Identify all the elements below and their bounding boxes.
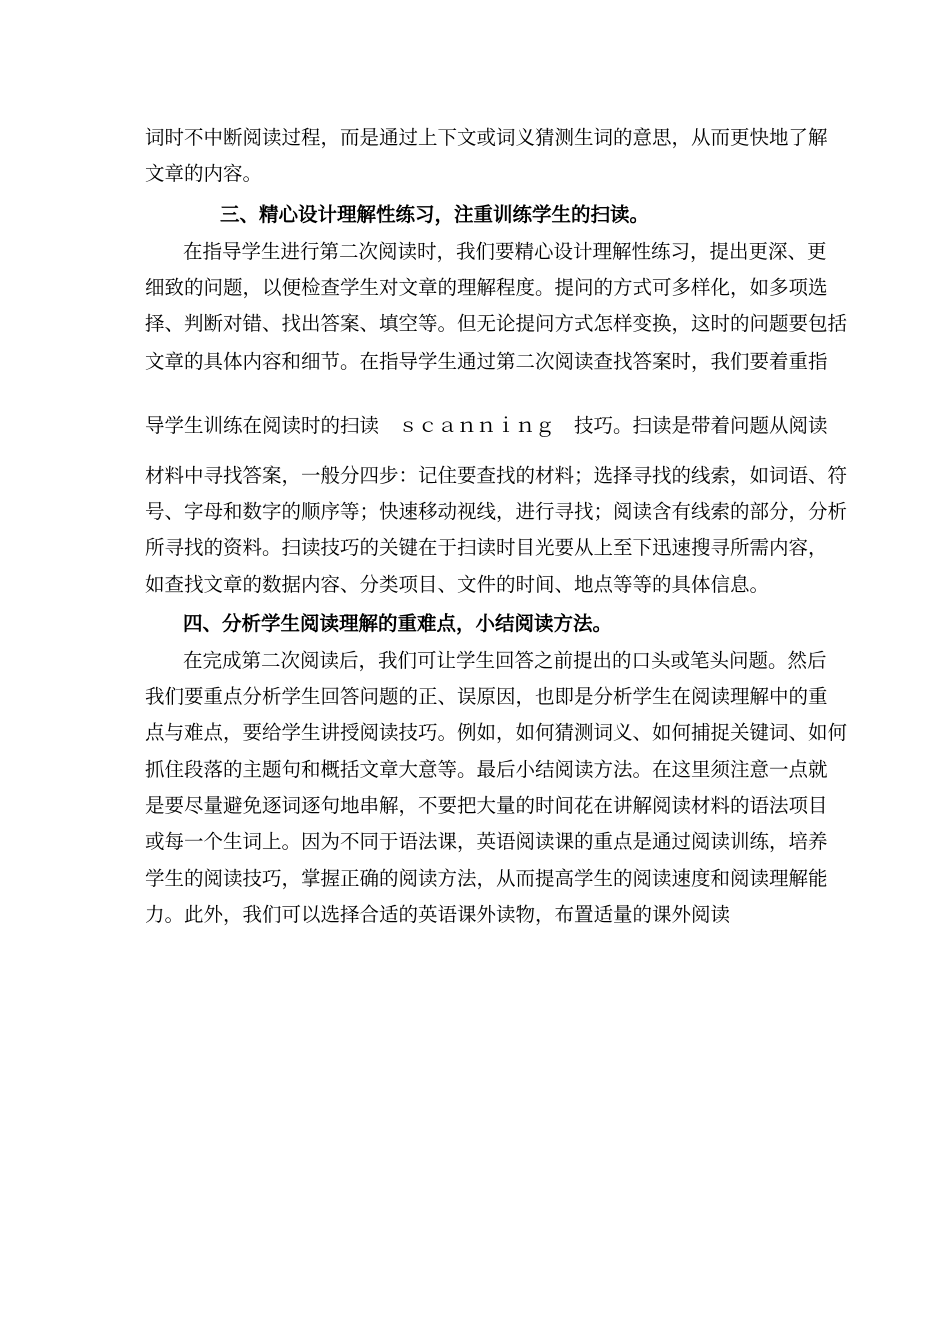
text-line: 如查找文章的数据内容、分类项目、文件的时间、地点等等的具体信息。 <box>145 573 770 596</box>
text-line: 在完成第二次阅读后，我们可让学生回答之前提出的口头或笔头问题。然后 <box>183 649 827 672</box>
section-heading-4: 四、分析学生阅读理解的重难点，小结阅读方法。 <box>183 612 613 635</box>
text-line: 词时不中断阅读过程，而是通过上下文或词义猜测生词的意思，从而更快地了解 <box>145 126 828 149</box>
text-line: 文章的内容。 <box>145 162 263 185</box>
text-line: 点与难点，要给学生讲授阅读技巧。例如，如何猜测词义、如何捕捉关键词、如何 <box>145 721 848 744</box>
text-line: 学生的阅读技巧，掌握正确的阅读方法，从而提高学生的阅读速度和阅读理解能 <box>145 867 828 890</box>
text-line: 文章的具体内容和细节。在指导学生通过第二次阅读查找答案时，我们要着重指 <box>145 350 828 373</box>
text-line: 抓住段落的主题句和概括文章大意等。最后小结阅读方法。在这里须注意一点就 <box>145 758 828 781</box>
text-line: 细致的问题，以便检查学生对文章的理解程度。提问的方式可多样化，如多项选 <box>145 276 828 299</box>
text-line: 力。此外，我们可以选择合适的英语课外读物，布置适量的课外阅读 <box>145 903 731 926</box>
text-line: 所寻找的资料。扫读技巧的关键在于扫读时目光要从上至下迅速搜寻所需内容， <box>145 536 828 559</box>
text-line: 导学生训练在阅读时的扫读 ｓｃａｎｎｉｎｇ 技巧。扫读是带着问题从阅读 <box>145 414 828 437</box>
text-line: 材料中寻找答案，一般分四步：记住要查找的材料；选择寻找的线索，如词语、符 <box>145 464 848 487</box>
text-line: 号、字母和数字的顺序等；快速移动视线，进行寻找；阅读含有线索的部分，分析 <box>145 500 848 523</box>
text-line: 是要尽量避免逐词逐句地串解，不要把大量的时间花在讲解阅读材料的语法项目 <box>145 794 828 817</box>
section-heading-3: 三、精心设计理解性练习，注重训练学生的扫读。 <box>220 203 650 226</box>
text-line: 或每一个生词上。因为不同于语法课，英语阅读课的重点是通过阅读训练，培养 <box>145 830 828 853</box>
text-line: 我们要重点分析学生回答问题的正、误原因，也即是分析学生在阅读理解中的重 <box>145 685 828 708</box>
text-line: 择、判断对错、找出答案、填空等。但无论提问方式怎样变换，这时的问题要包括 <box>145 312 848 335</box>
text-line: 在指导学生进行第二次阅读时，我们要精心设计理解性练习，提出更深、更 <box>183 240 827 263</box>
